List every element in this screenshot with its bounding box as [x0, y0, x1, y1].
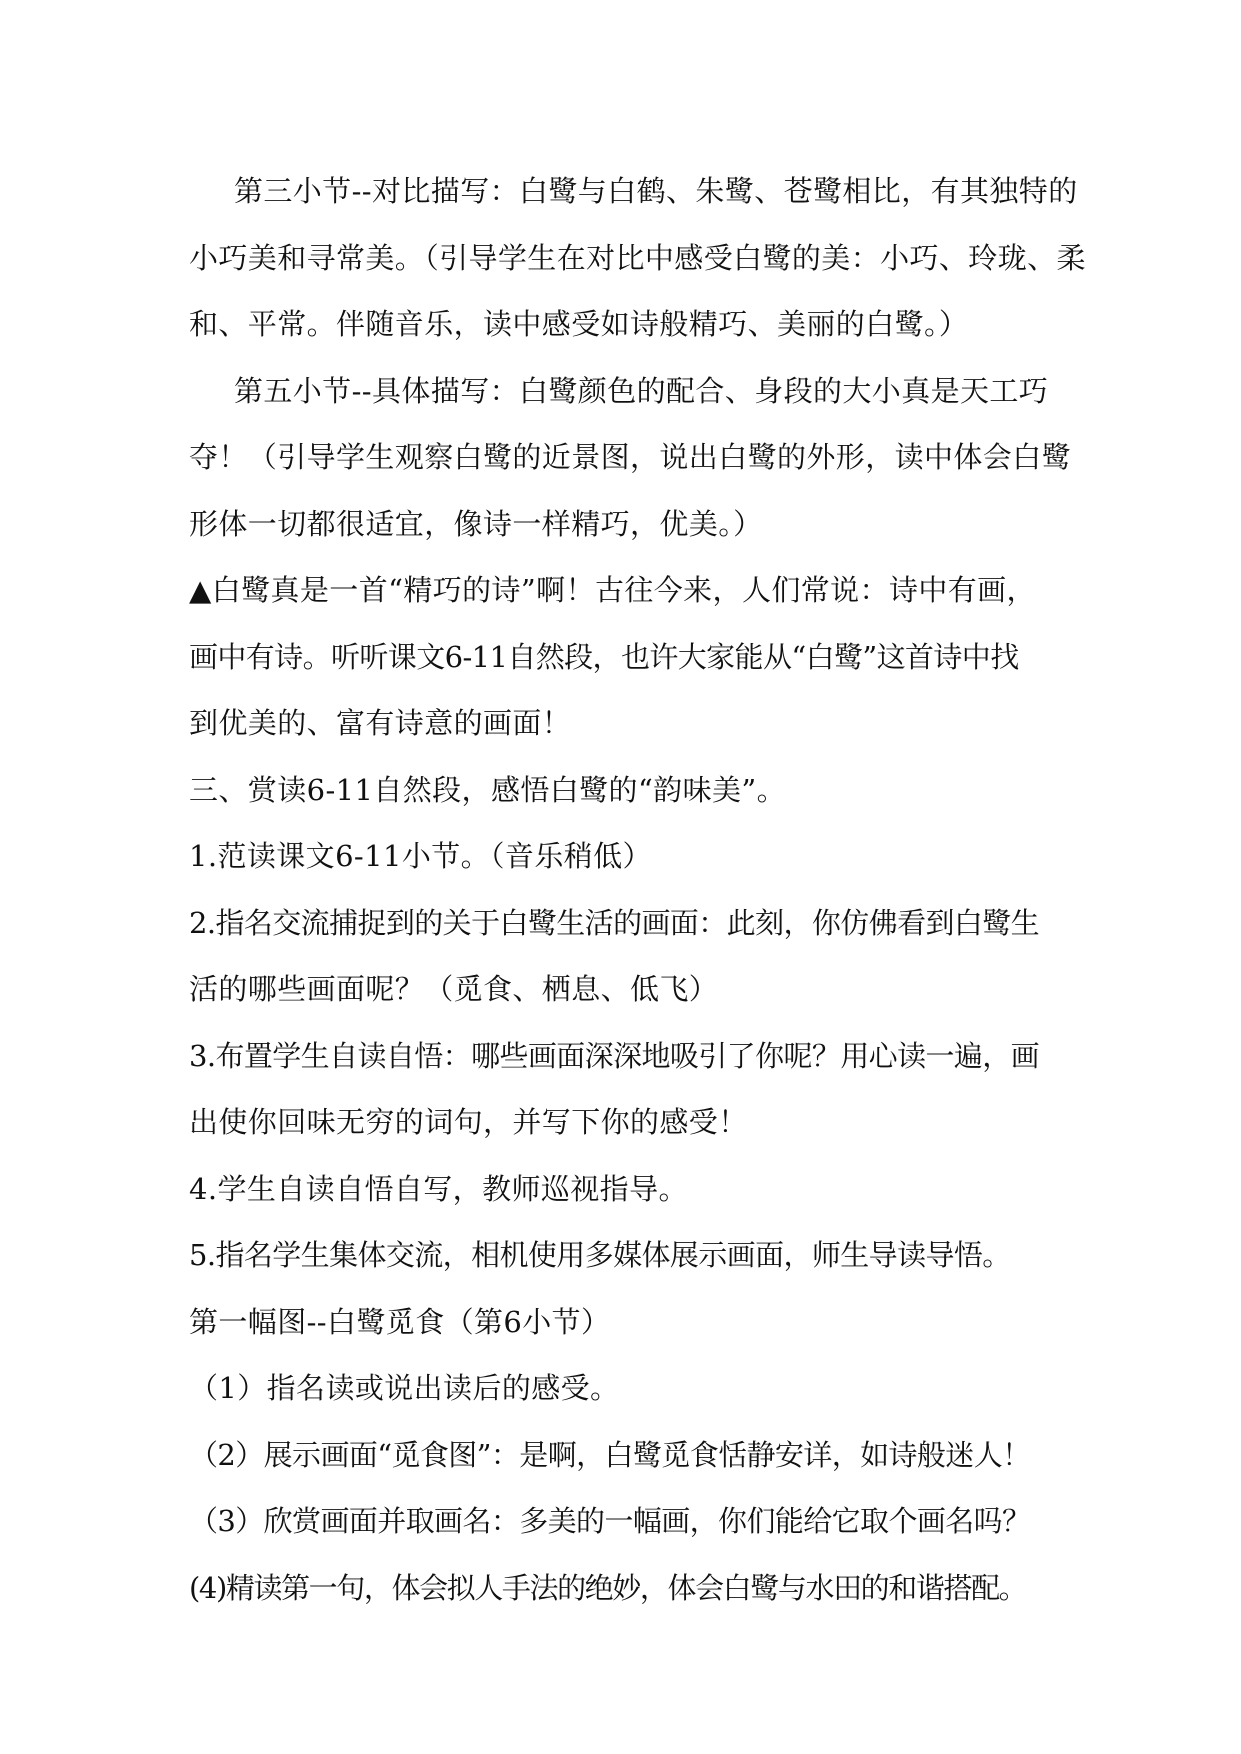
paragraph-poem-line-3: 到优美的、富有诗意的画面！ — [189, 706, 572, 740]
step-5: 5.指名学生集体交流，相机使用多媒体展示画面，师生导读导悟。 — [189, 1238, 1011, 1272]
paragraph-section-three-line-2: 小巧美和寻常美。（引导学生在对比中感受白鹭的美：小巧、玲珑、柔 — [189, 240, 1086, 275]
step-4: 4.学生自读自悟自写，教师巡视指导。 — [189, 1171, 688, 1206]
step-2-line-2: 活的哪些画面呢？（觅食、栖息、低飞） — [189, 972, 719, 1006]
picture-one-heading: 第一幅图--白鹭觅食（第6小节） — [189, 1304, 611, 1339]
paragraph-section-five-line-1: 第五小节--具体描写：白鹭颜色的配合、身段的大小真是天工巧 — [234, 373, 1049, 408]
step-3-line-2: 出使你回味无穷的词句，并写下你的感受！ — [189, 1105, 748, 1139]
paragraph-section-three-line-3: 和、平常。伴随音乐，读中感受如诗般精巧、美丽的白鹭。） — [189, 307, 969, 341]
step-3-line-1: 3.布置学生自读自悟：哪些画面深深地吸引了你呢？用心读一遍，画 — [189, 1038, 1040, 1073]
picture-one-item-4: (4)精读第一句，体会拟人手法的绝妙，体会白鹭与水田的和谐搭配。 — [189, 1570, 1027, 1605]
paragraph-section-three-line-1: 第三小节--对比描写：白鹭与白鹤、朱鹭、苍鹭相比，有其独特的 — [234, 174, 1078, 208]
paragraph-poem-line-2: 画中有诗。听听课文6-11自然段，也许大家能从“白鹭”这首诗中找 — [189, 639, 1019, 674]
step-1: 1.范读课文6-11小节。（音乐稍低） — [189, 839, 652, 873]
picture-one-item-3: （3）欣赏画面并取画名：多美的一幅画，你们能给它取个画名吗？ — [189, 1504, 1031, 1538]
paragraph-section-five-line-2: 夺！（引导学生观察白鹭的近景图，说出白鹭的外形，读中体会白鹭 — [189, 440, 1072, 474]
paragraph-poem-line-1: ▲白鹭真是一首“精巧的诗”啊！古往今来，人们常说：诗中有画， — [189, 573, 1036, 607]
document-body — [189, 158, 1086, 1621]
picture-one-item-1: （1）指名读或说出读后的感受。 — [189, 1371, 620, 1405]
paragraph-section-five-line-3: 形体一切都很适宜，像诗一样精巧，优美。） — [189, 506, 763, 541]
step-2-line-1: 2.指名交流捕捉到的关于白鹭生活的画面：此刻，你仿佛看到白鹭生 — [189, 905, 1040, 940]
picture-one-item-2: （2）展示画面“觅食图”：是啊，白鹭觅食恬静安详，如诗般迷人！ — [189, 1437, 1031, 1472]
heading-part-three: 三、赏读6-11自然段，感悟白鹭的“韵味美”。 — [189, 772, 787, 807]
